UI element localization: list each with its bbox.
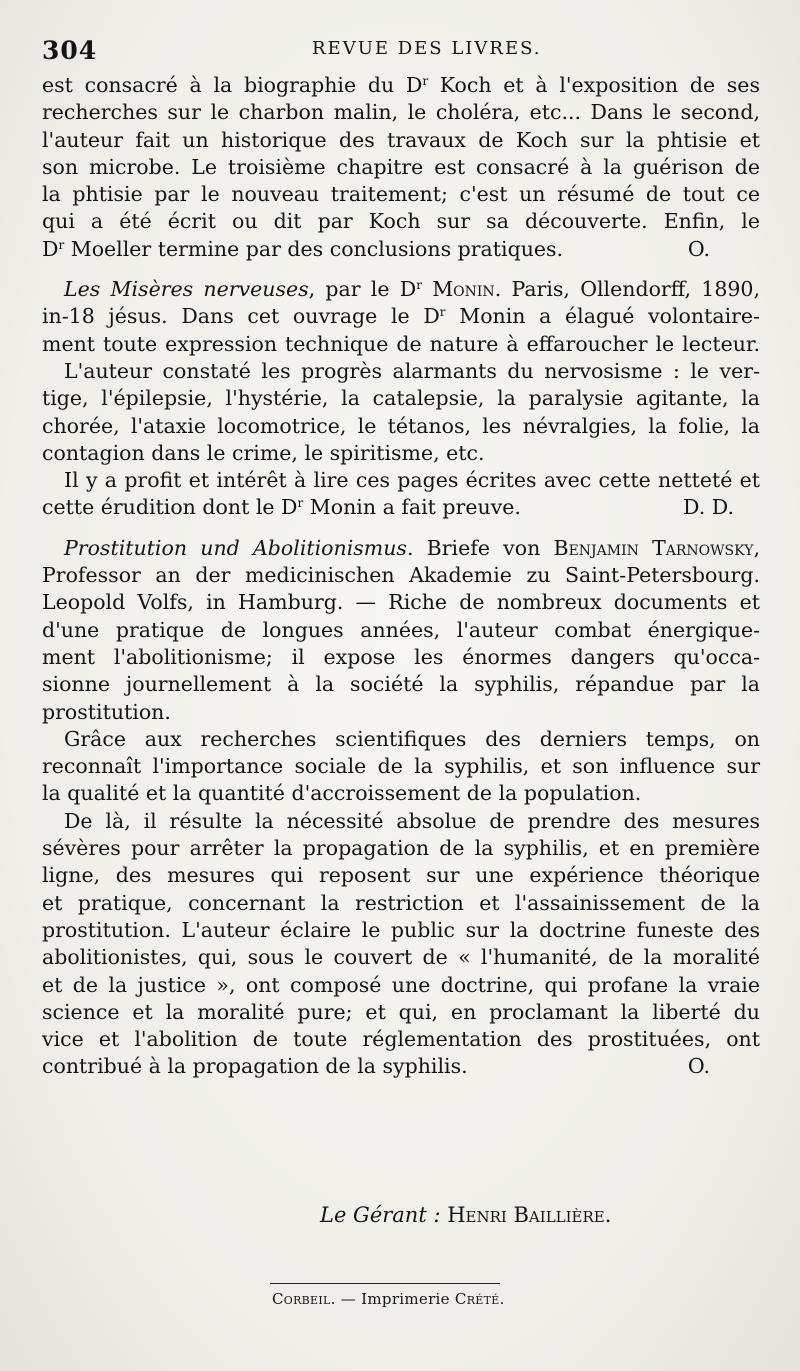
text-line-signed: contribué à la propagation de la syphilis. O. <box>42 1053 760 1080</box>
text-line: la phtisie par le nouveau traitement; c'est un résumé de tout ce <box>42 182 760 207</box>
review-signature: O. <box>687 1054 710 1079</box>
text-line: et de la justice », ont composé une doctrine, qui profane la vraie <box>42 972 760 997</box>
text-line: abolitionistes, qui, sous le couvert de « l'humanité, de la moralité <box>42 945 760 970</box>
text-line: Professor an der medicinischen Akademie zu Saint-Petersbourg. <box>42 563 760 588</box>
review-signature: D. D. <box>683 495 734 520</box>
review-signature: O. <box>687 236 710 261</box>
text-line: l'auteur fait un historique des travaux de Koch sur la phtisie et <box>42 127 760 152</box>
text-line-signed: $D^r$ Moeller termine par des conclusions pratiques. O. <box>42 236 760 263</box>
text-line: Il y a profit et intérêt à lire ces pages écrites avec cette netteté et <box>64 468 760 493</box>
running-head <box>42 36 762 66</box>
imprint-place: Corbeil. <box>272 1290 336 1308</box>
text-line: vice et l'abolition de toute réglementation des prostituées, ont <box>42 1027 760 1052</box>
text-line: ment toute expression technique de nature à effaroucher le lecteur. <box>42 331 760 356</box>
text-line: tige, l'épilepsie, l'hystérie, la catalepsie, la paralysie agitante, la <box>42 386 760 411</box>
text-line-signed: cette érudition dont le $D^r$ Monin a fait preuve. D. D. <box>42 494 760 521</box>
page-number: 304 <box>42 36 98 65</box>
body-text <box>42 72 760 1081</box>
text-line: qui a été écrit ou dit par Koch sur sa découverte. Enfin, le <box>42 209 760 234</box>
gerant-signature <box>320 1203 611 1227</box>
journal-title: REVUE DES LIVRES. <box>312 38 542 59</box>
text-line: et pratique, concernant la restriction et l'assainissement de la <box>42 890 760 915</box>
text-line: Grâce aux recherches scientifiques des derniers temps, on <box>64 726 760 751</box>
review-koch <box>42 72 760 263</box>
review-heading: Prostitution und Abolitionismus. Briefe von Benjamin Tarnowsky, <box>64 535 760 560</box>
text-line: Leopold Volfs, in Hamburg. — Riche de nombreux documents et <box>42 590 760 615</box>
text-line: sévères pour arrêter la propagation de la syphilis, et en première <box>42 836 760 861</box>
text-line: prostitution. <box>42 699 171 724</box>
text-line: la qualité et la quantité d'accroissement de la population. <box>42 781 642 806</box>
book-author: Benjamin Tarnowsky, <box>553 535 760 560</box>
section-gap <box>42 522 760 535</box>
gerant-name: Henri Baillière. <box>447 1203 612 1227</box>
review-heading: Les Misères nerveuses, par le $D^r$ Monin. Paris, Ollendorff, 1890, <box>64 277 760 302</box>
imprint-text: — Imprimerie <box>340 1290 450 1308</box>
text-line: ment l'abolitionisme; il expose les énormes dangers qu'occa- <box>42 644 760 669</box>
text-line: ligne, des mesures qui reposent sur une expérience théorique <box>42 863 760 888</box>
book-title: Les Misères nerveuses <box>64 277 309 302</box>
text-line: recherches sur le charbon malin, le choléra, etc... Dans le second, <box>42 100 760 125</box>
text-line: science et la moralité pure; et qui, en proclamant la liberté du <box>42 999 760 1024</box>
text-line: chorée, l'ataxie locomotrice, le tétanos, les névralgies, la folie, la <box>42 413 760 438</box>
imprint-printer: Crété. <box>454 1290 505 1308</box>
book-title: Prostitution und Abolitionismus <box>64 535 407 560</box>
text-line: sionne journellement à la société la syphilis, répandue par la <box>42 672 760 697</box>
text-line: reconnaît l'importance sociale de la syphilis, et son influence sur <box>42 754 760 779</box>
text-line: son microbe. Le troisième chapitre est consacré à la guérison de <box>42 154 760 179</box>
text-line: L'auteur constaté les progrès alarmants du nervosisme : le ver- <box>64 358 760 383</box>
section-gap <box>42 263 760 276</box>
text-line: est consacré à la biographie du $D^r$ Koch et à l'exposition de ses <box>42 73 760 97</box>
review-prostitution <box>42 535 760 1081</box>
gerant-label: Le Gérant : <box>320 1203 441 1227</box>
printer-imprint <box>272 1290 505 1308</box>
text-line: d'une pratique de longues années, l'auteur combat énergique- <box>42 617 760 642</box>
footer-rule <box>270 1283 500 1284</box>
text-line: in-18 jésus. Dans cet ouvrage le $D^r$ Monin a élagué volontaire- <box>42 304 760 329</box>
review-miseres-nerveuses <box>42 276 760 522</box>
text-line: prostitution. L'auteur éclaire le public sur la doctrine funeste des <box>42 917 760 942</box>
text-line: De là, il résulte la nécessité absolue de prendre des mesures <box>64 808 760 833</box>
book-author: Monin <box>432 277 495 302</box>
text-line: contagion dans le crime, le spiritisme, etc. <box>42 440 485 465</box>
